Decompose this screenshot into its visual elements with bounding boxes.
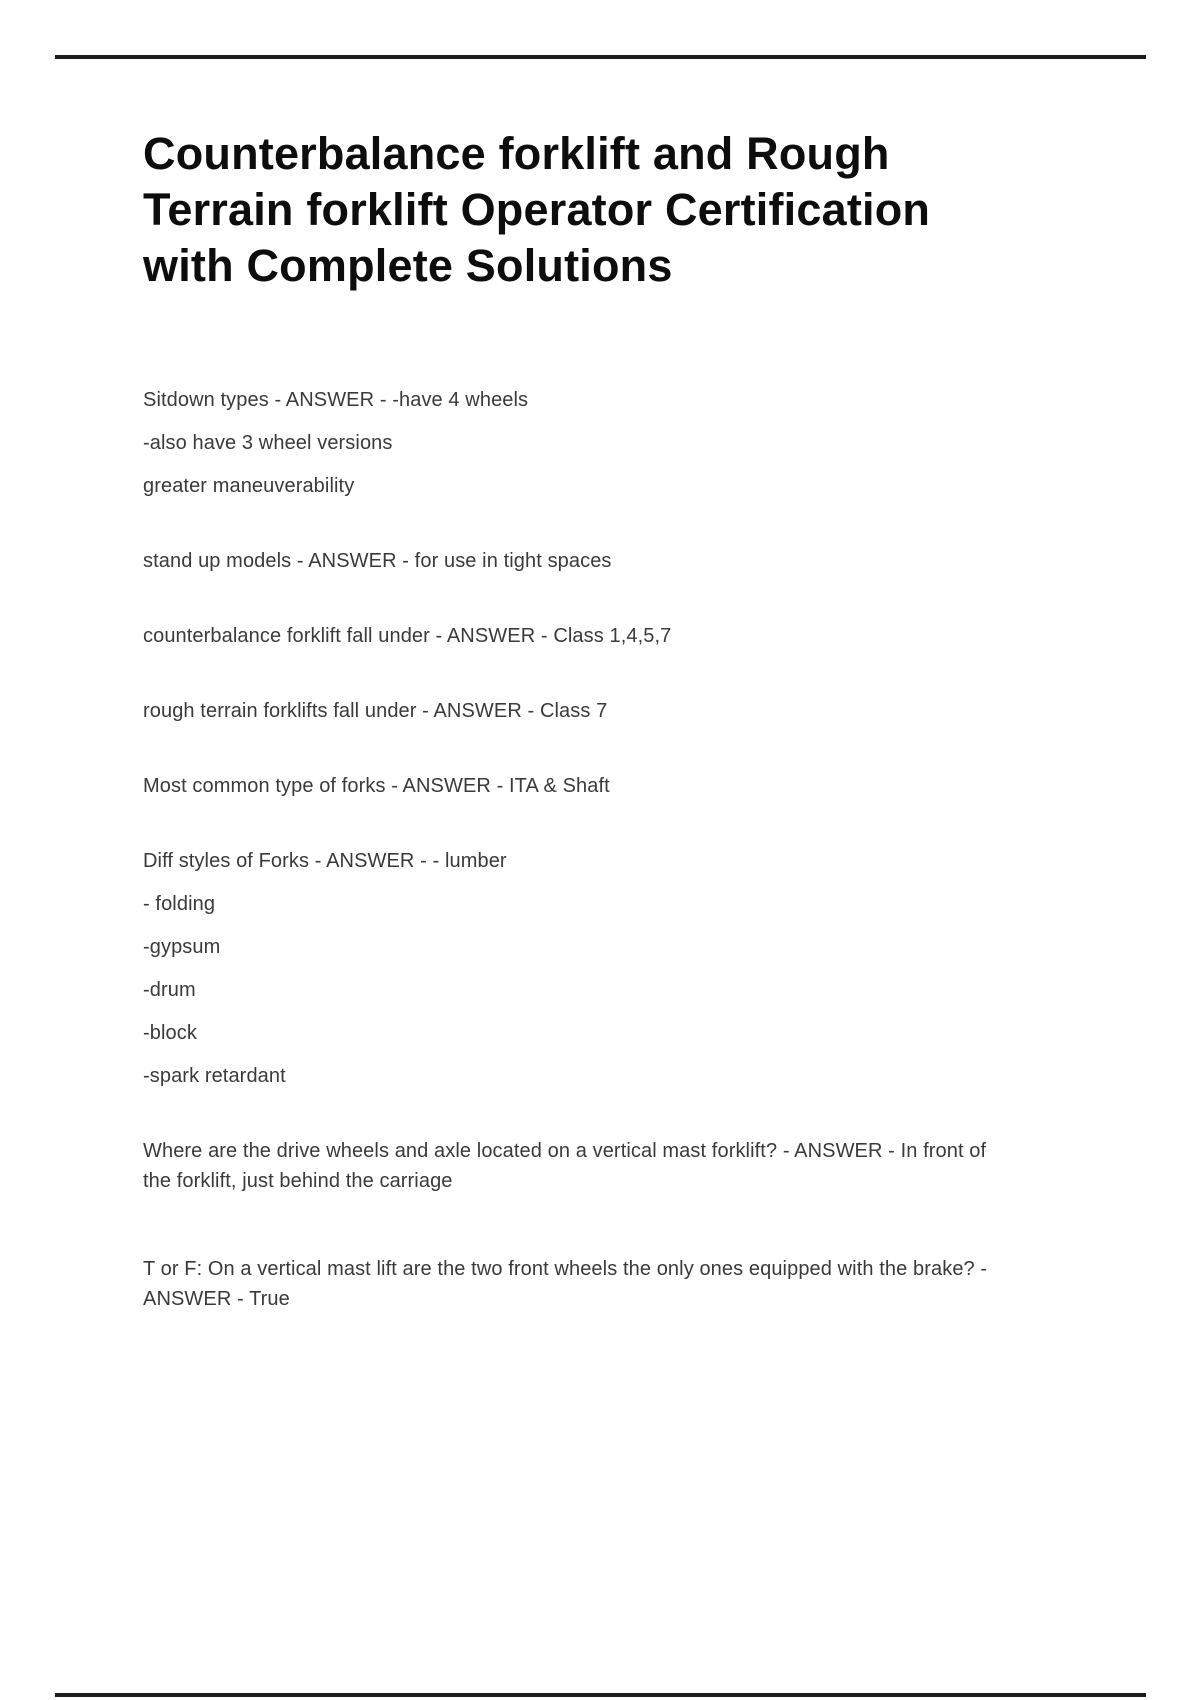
qa-line: ANSWER - True: [143, 1288, 290, 1310]
qa-line: -drum: [143, 979, 196, 1001]
page-title-line: Counterbalance forklift and Rough: [143, 128, 890, 179]
qa-block: [143, 771, 1073, 801]
page-title-line: Terrain forklift Operator Certification: [143, 184, 931, 235]
qa-line: -spark retardant: [143, 1065, 286, 1087]
qa-block: [143, 621, 1073, 651]
document-content: [143, 126, 1073, 1372]
qa-block: [143, 696, 1073, 726]
qa-block: [143, 846, 1073, 1091]
qa-line: Sitdown types - ANSWER - -have 4 wheels: [143, 389, 529, 411]
page-title-line: with Complete Solutions: [143, 240, 673, 291]
qa-line: greater maneuverability: [143, 475, 355, 497]
qa-line: -gypsum: [143, 936, 221, 958]
qa-block: [143, 1254, 1073, 1314]
qa-line: the forklift, just behind the carriage: [143, 1170, 453, 1192]
qa-block: [143, 546, 1073, 576]
qa-line: stand up models - ANSWER - for use in tight spaces: [143, 550, 612, 572]
qa-line: - folding: [143, 893, 216, 915]
qa-line: counterbalance forklift fall under - ANSWER - Class 1,4,5,7: [143, 625, 672, 647]
qa-blocks: [143, 385, 1073, 1314]
top-rule: [55, 55, 1146, 59]
qa-block: [143, 385, 1073, 501]
qa-line: -block: [143, 1022, 197, 1044]
qa-line: T or F: On a vertical mast lift are the two front wheels the only ones equipped with the brake? -: [143, 1258, 988, 1280]
qa-block: [143, 1136, 1073, 1196]
page-title: [143, 126, 1073, 294]
qa-line: Where are the drive wheels and axle located on a vertical mast forklift? - ANSWER - In front of: [143, 1140, 987, 1162]
bottom-rule: [55, 1693, 1146, 1697]
qa-line: Diff styles of Forks - ANSWER - - lumber: [143, 850, 507, 872]
qa-line: Most common type of forks - ANSWER - ITA & Shaft: [143, 775, 610, 797]
qa-line: rough terrain forklifts fall under - ANSWER - Class 7: [143, 700, 608, 722]
qa-line: -also have 3 wheel versions: [143, 432, 393, 454]
